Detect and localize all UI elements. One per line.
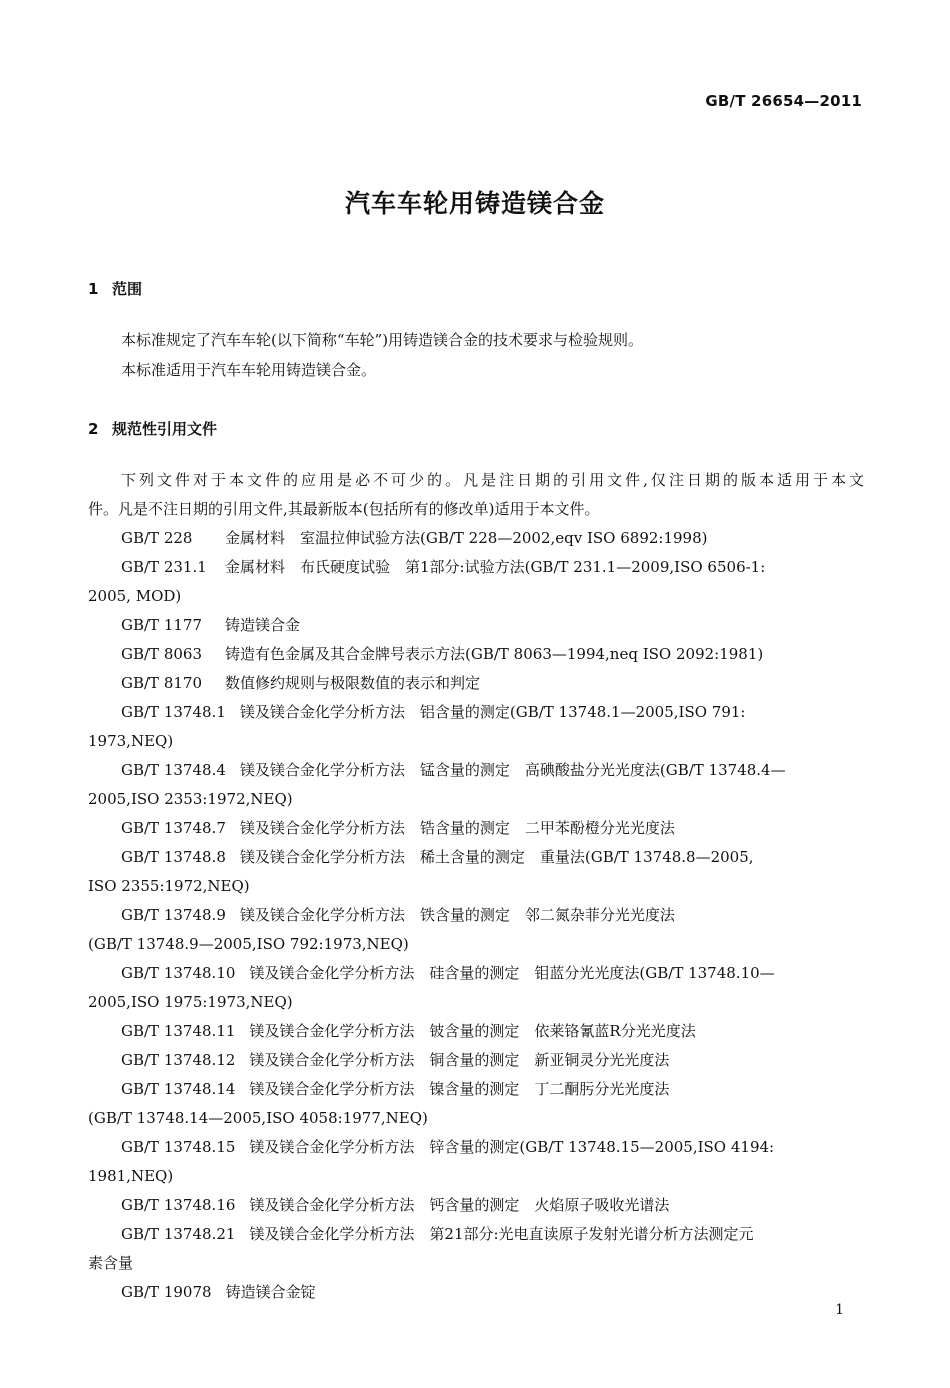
reference-code: GB/T 1177 xyxy=(121,616,203,634)
reference-item xyxy=(121,640,763,669)
reference-item xyxy=(121,814,675,843)
reference-title: 镁及镁合金化学分析方法 铁含量的测定 邻二氮杂菲分光光度法 xyxy=(239,906,675,924)
reference-title: 镁及镁合金化学分析方法 第21部分:光电直读原子发射光谱分析方法测定元 xyxy=(249,1225,754,1243)
intro-paragraph-line: 下列文件对于本文件的应用是必不可少的。凡是注日期的引用文件,仅注日期的版本适用于本文 xyxy=(121,471,864,489)
reference-continuation: 2005, MOD) xyxy=(88,587,182,605)
reference-title: 金属材料 室温拉伸试验方法(GB/T 228—2002,eqv ISO 6892:1998) xyxy=(225,529,708,547)
reference-title: 镁及镁合金化学分析方法 镍含量的测定 丁二酮肟分光光度法 xyxy=(249,1080,670,1098)
reference-code: GB/T 228 xyxy=(121,529,193,547)
reference-code: GB/T 8170 xyxy=(121,674,203,692)
reference-continuation: (GB/T 13748.14—2005,ISO 4058:1977,NEQ) xyxy=(88,1109,428,1127)
reference-item xyxy=(121,553,765,582)
reference-item xyxy=(121,901,675,930)
reference-continuation: 素含量 xyxy=(88,1254,134,1272)
standard-code: GB/T 26654—2011 xyxy=(705,92,862,110)
reference-code: GB/T 13748.15 xyxy=(121,1138,236,1156)
reference-title: 铸造有色金属及其合金牌号表示方法(GB/T 8063—1994,neq ISO 2092:1981) xyxy=(225,645,764,663)
reference-code: GB/T 8063 xyxy=(121,645,203,663)
reference-item xyxy=(121,1017,696,1046)
reference-continuation: (GB/T 13748.9—2005,ISO 792:1973,NEQ) xyxy=(88,935,409,953)
reference-title: 镁及镁合金化学分析方法 硅含量的测定 钼蓝分光光度法(GB/T 13748.10— xyxy=(249,964,775,982)
reference-item xyxy=(121,1191,669,1220)
intro-paragraph-line: 件。凡是不注日期的引用文件,其最新版本(包括所有的修改单)适用于本文件。 xyxy=(88,500,600,518)
reference-code: GB/T 13748.7 xyxy=(121,819,226,837)
reference-code: GB/T 231.1 xyxy=(121,558,207,576)
reference-title: 铸造镁合金 xyxy=(225,616,301,634)
reference-item xyxy=(121,611,300,640)
page-number: 1 xyxy=(835,1302,844,1318)
reference-item xyxy=(121,698,745,727)
reference-title: 镁及镁合金化学分析方法 锆含量的测定 二甲苯酚橙分光光度法 xyxy=(239,819,675,837)
reference-item xyxy=(121,1075,669,1104)
reference-continuation: 2005,ISO 2353:1972,NEQ) xyxy=(88,790,293,808)
reference-item xyxy=(121,1220,754,1249)
reference-title: 铸造镁合金锭 xyxy=(225,1283,316,1301)
section-title: 范围 xyxy=(112,280,143,298)
reference-title: 镁及镁合金化学分析方法 锰含量的测定 高碘酸盐分光光度法(GB/T 13748.4— xyxy=(239,761,786,779)
document-title: 汽车车轮用铸造镁合金 xyxy=(344,189,605,218)
reference-title: 镁及镁合金化学分析方法 钙含量的测定 火焰原子吸收光谱法 xyxy=(249,1196,670,1214)
reference-code: GB/T 13748.8 xyxy=(121,848,226,866)
section-2-heading xyxy=(88,418,217,439)
reference-code: GB/T 13748.16 xyxy=(121,1196,236,1214)
reference-title: 镁及镁合金化学分析方法 铍含量的测定 依莱铬氰蓝R分光光度法 xyxy=(249,1022,696,1040)
reference-continuation: 1973,NEQ) xyxy=(88,732,174,750)
reference-code: GB/T 19078 xyxy=(121,1283,212,1301)
reference-item xyxy=(121,524,708,553)
section-1-paragraph: 本标准规定了汽车车轮(以下简称“车轮”)用铸造镁合金的技术要求与检验规则。 xyxy=(121,331,644,349)
reference-code: GB/T 13748.21 xyxy=(121,1225,236,1243)
section-title: 规范性引用文件 xyxy=(112,420,218,438)
reference-title: 镁及镁合金化学分析方法 铝含量的测定(GB/T 13748.1—2005,ISO 791: xyxy=(239,703,746,721)
reference-continuation: 1981,NEQ) xyxy=(88,1167,174,1185)
reference-title: 镁及镁合金化学分析方法 铜含量的测定 新亚铜灵分光光度法 xyxy=(249,1051,670,1069)
reference-item xyxy=(121,669,480,698)
reference-code: GB/T 13748.12 xyxy=(121,1051,236,1069)
reference-item xyxy=(121,1133,774,1162)
reference-item xyxy=(121,756,786,785)
reference-title: 数值修约规则与极限数值的表示和判定 xyxy=(225,674,481,692)
reference-item xyxy=(121,1278,316,1307)
reference-item xyxy=(121,1046,669,1075)
section-1-paragraph: 本标准适用于汽车车轮用铸造镁合金。 xyxy=(121,361,377,379)
reference-title: 镁及镁合金化学分析方法 锌含量的测定(GB/T 13748.15—2005,ISO 4194: xyxy=(249,1138,775,1156)
reference-title: 镁及镁合金化学分析方法 稀土含量的测定 重量法(GB/T 13748.8—2005, xyxy=(239,848,754,866)
section-number: 1 xyxy=(88,280,99,298)
reference-code: GB/T 13748.9 xyxy=(121,906,226,924)
reference-code: GB/T 13748.1 xyxy=(121,703,226,721)
reference-code: GB/T 13748.4 xyxy=(121,761,226,779)
reference-item xyxy=(121,843,754,872)
section-number: 2 xyxy=(88,420,99,438)
reference-continuation: ISO 2355:1972,NEQ) xyxy=(88,877,250,895)
reference-title: 金属材料 布氏硬度试验 第1部分:试验方法(GB/T 231.1—2009,ISO 6506-1: xyxy=(225,558,766,576)
reference-item xyxy=(121,959,775,988)
section-1-heading xyxy=(88,278,142,299)
reference-code: GB/T 13748.10 xyxy=(121,964,236,982)
reference-continuation: 2005,ISO 1975:1973,NEQ) xyxy=(88,993,293,1011)
reference-code: GB/T 13748.14 xyxy=(121,1080,236,1098)
reference-code: GB/T 13748.11 xyxy=(121,1022,236,1040)
